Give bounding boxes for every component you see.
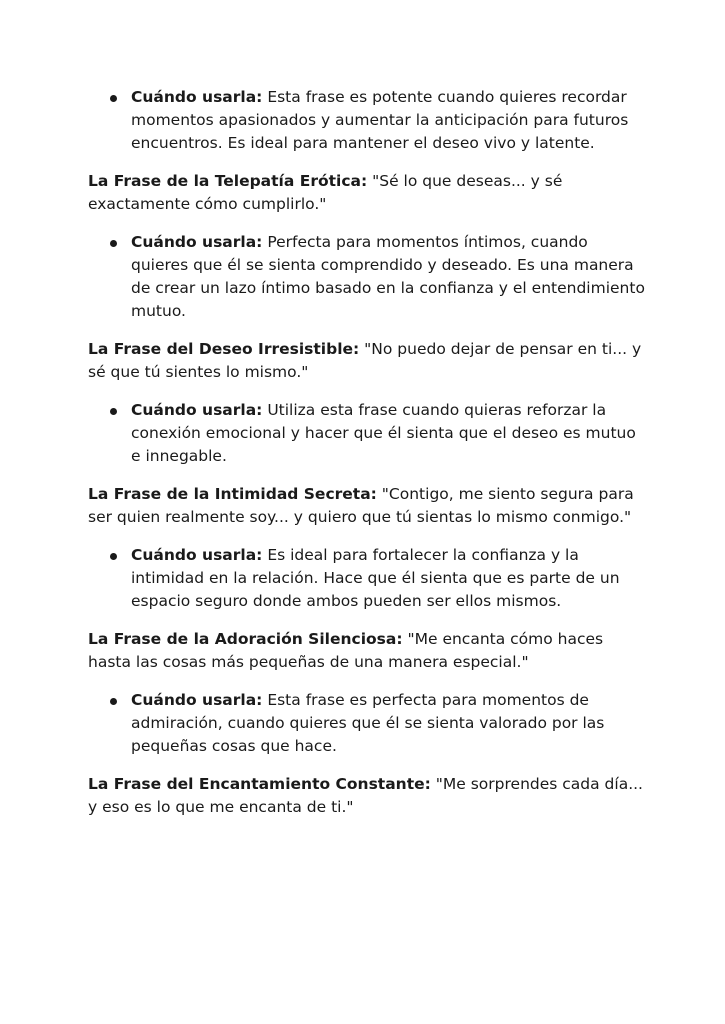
phrase-title: La Frase de la Telepatía Erótica: (88, 172, 368, 190)
usage-label: Cuándo usarla: (131, 691, 263, 709)
usage-text: Perfecta para momentos íntimos, cuando quieres que él se sienta comprendido y deseado. Es una manera de crear un lazo íntimo basado en la confianza y el entendimiento mutuo. (131, 233, 645, 320)
phrase-title: La Frase de la Adoración Silenciosa: (88, 630, 403, 648)
phrase-quote: "Me sorprendes cada día... y eso es lo que me encanta de ti." (88, 775, 643, 816)
document-body (88, 86, 648, 834)
bullet-dot-icon (110, 408, 117, 415)
phrase-paragraph (88, 628, 648, 674)
phrase-quote: "Me encanta cómo haces hasta las cosas más pequeñas de una manera especial." (88, 630, 604, 671)
usage-label: Cuándo usarla: (131, 546, 263, 564)
usage-paragraph (131, 399, 648, 468)
phrase-paragraph (88, 338, 648, 384)
usage-paragraph (131, 689, 648, 758)
usage-text: Esta frase es potente cuando quieres recordar momentos apasionados y aumentar la anticipación para futuros encuentros. Es ideal para mantener el deseo vivo y latente. (131, 88, 629, 152)
usage-label: Cuándo usarla: (131, 88, 263, 106)
usage-label: Cuándo usarla: (131, 401, 263, 419)
phrase-title: La Frase de la Intimidad Secreta: (88, 485, 377, 503)
usage-paragraph (131, 231, 648, 323)
phrase-quote: "No puedo dejar de pensar en ti... y sé que tú sientes lo mismo." (88, 340, 642, 381)
bullet-dot-icon (110, 95, 117, 102)
phrase-paragraph (88, 773, 648, 819)
usage-label: Cuándo usarla: (131, 233, 263, 251)
phrase-title: La Frase del Deseo Irresistible: (88, 340, 360, 358)
usage-bullet (131, 544, 648, 613)
usage-paragraph (131, 86, 648, 155)
phrase-quote: "Contigo, me siento segura para ser quien realmente soy... y quiero que tú sientas lo mismo conmigo." (88, 485, 634, 526)
phrase-paragraph (88, 170, 648, 216)
bullet-dot-icon (110, 240, 117, 247)
phrase-paragraph (88, 483, 648, 529)
usage-text: Utiliza esta frase cuando quieras reforzar la conexión emocional y hacer que él sienta que el deseo es mutuo e innegable. (131, 401, 636, 465)
bullet-dot-icon (110, 698, 117, 705)
usage-bullet (131, 86, 648, 155)
usage-text: Esta frase es perfecta para momentos de admiración, cuando quieres que él se sienta valorado por las pequeñas cosas que hace. (131, 691, 605, 755)
usage-bullet (131, 399, 648, 468)
usage-bullet (131, 689, 648, 758)
phrase-title: La Frase del Encantamiento Constante: (88, 775, 431, 793)
phrase-quote: "Sé lo que deseas... y sé exactamente cómo cumplirlo." (88, 172, 563, 213)
usage-text: Es ideal para fortalecer la confianza y la intimidad en la relación. Hace que él sienta que es parte de un espacio seguro donde ambos pueden ser ellos mismos. (131, 546, 620, 610)
bullet-dot-icon (110, 553, 117, 560)
usage-bullet (131, 231, 648, 323)
usage-paragraph (131, 544, 648, 613)
